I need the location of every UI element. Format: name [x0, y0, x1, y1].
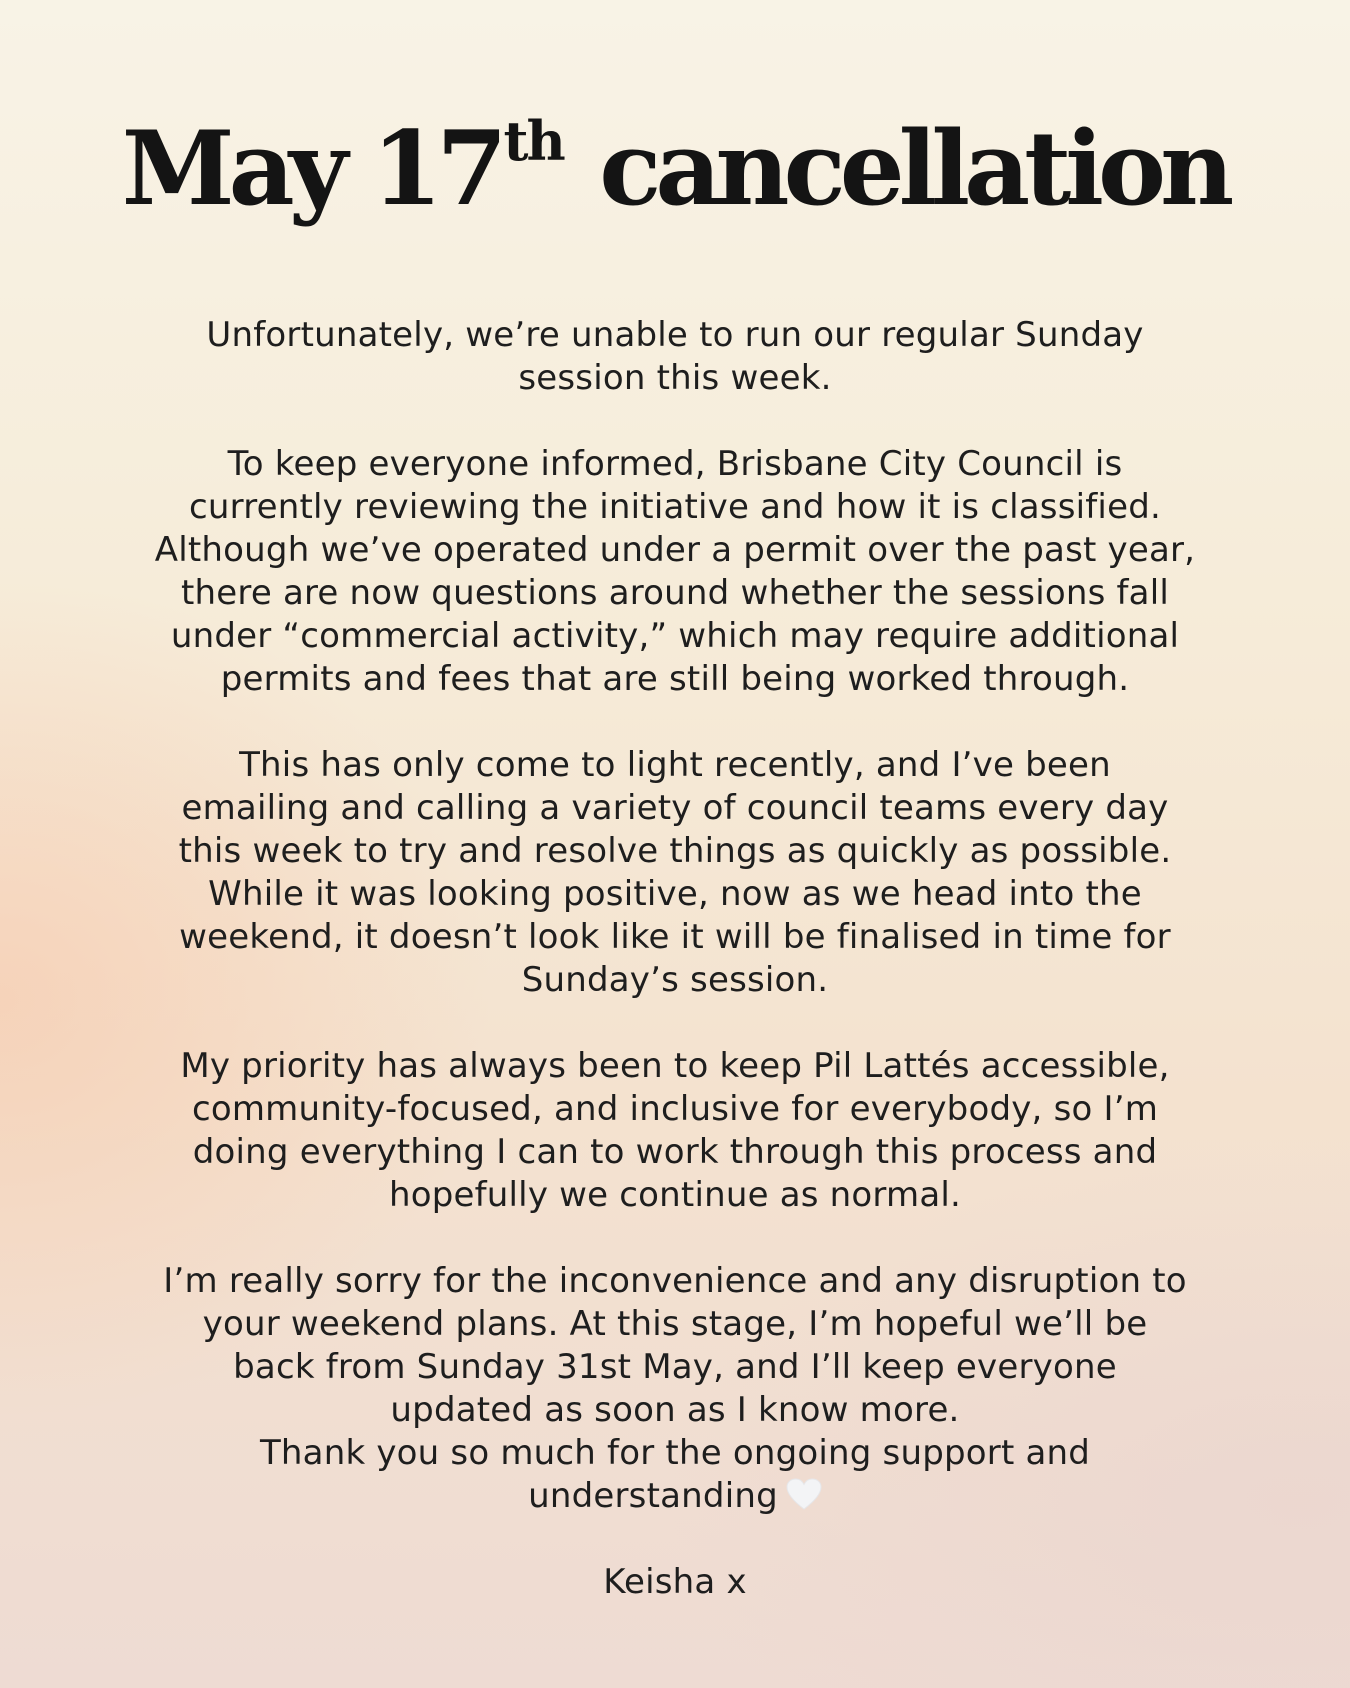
text-line: Thank you so much for the ongoing support and [259, 1433, 1091, 1473]
text-line: updated as soon as I know more. [390, 1390, 960, 1430]
text-fragment: understanding [528, 1476, 778, 1516]
title-date: May 17 [121, 109, 502, 229]
text-line: community-focused, and inclusive for everybody, so I’m [191, 1089, 1159, 1129]
text-line: I’m really sorry for the inconvenience and any disruption to [163, 1261, 1187, 1301]
text-line: currently reviewing the initiative and how it is classified. [188, 487, 1161, 527]
text-line: Sunday’s session. [521, 960, 829, 1000]
signature [125, 1561, 1225, 1604]
text-line: session this week. [518, 358, 832, 398]
text-line: under “commercial activity,” which may require additional [170, 616, 1180, 656]
text-line-with-heart [125, 1475, 1225, 1518]
text-line: My priority has always been to keep Pil Lattés accessible, [180, 1046, 1170, 1086]
text-line: weekend, it doesn’t look like it will be finalised in time for [179, 917, 1171, 957]
text-line: there are now questions around whether the sessions fall [180, 573, 1170, 613]
text-line: Although we’ve operated under a permit over the past year, [154, 530, 1196, 570]
message-body [125, 314, 1225, 1647]
paragraph-intro [125, 314, 1225, 400]
text-line: back from Sunday 31st May, and I’ll keep everyone [233, 1347, 1117, 1387]
text-line: doing everything I can to work through this process and [192, 1132, 1158, 1172]
paragraph-council-review [125, 443, 1225, 701]
paragraph-priority [125, 1045, 1225, 1217]
page-title [0, 109, 1350, 229]
paragraph-recent-update [125, 744, 1225, 1002]
text-line: this week to try and resolve things as quickly as possible. [178, 831, 1172, 871]
text-line: emailing and calling a variety of council teams every day [181, 788, 1169, 828]
paragraph-apology [125, 1260, 1225, 1518]
text-line: To keep everyone informed, Brisbane City Council is [227, 444, 1123, 484]
signature-text: Keisha x [603, 1562, 747, 1602]
text-line: While it was looking positive, now as we head into the [208, 874, 1142, 914]
text-line: This has only come to light recently, and I’ve been [239, 745, 1111, 785]
white-heart-icon [786, 1478, 822, 1511]
text-line: Unfortunately, we’re unable to run our regular Sunday [206, 315, 1144, 355]
text-line: permits and fees that are still being worked through. [220, 659, 1130, 699]
text-line: your weekend plans. At this stage, I’m hopeful we’ll be [202, 1304, 1148, 1344]
title-word: cancellation [569, 109, 1229, 229]
text-line: hopefully we continue as normal. [388, 1175, 962, 1215]
title-ordinal-suffix: th [503, 109, 564, 173]
